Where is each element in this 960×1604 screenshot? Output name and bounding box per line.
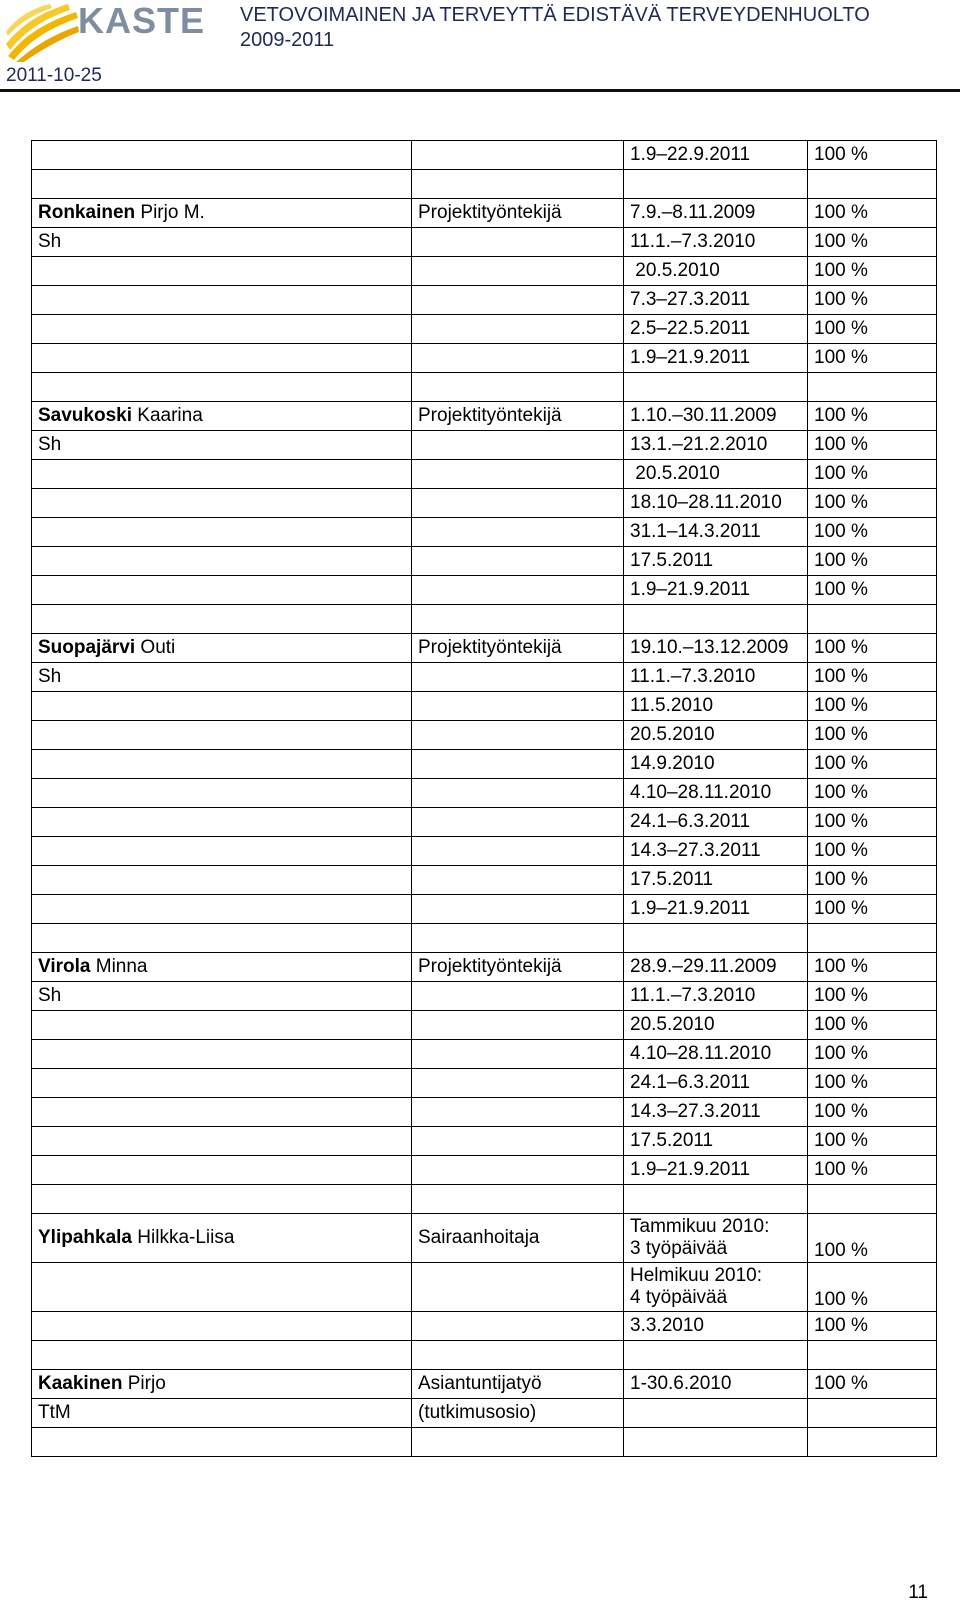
name-cell [32,286,412,315]
role-cell [412,692,624,721]
table-row [32,460,937,489]
name-cell [32,489,412,518]
name-cell [32,228,412,257]
table-row [32,315,937,344]
given-name: Hilkka-Liisa [132,1227,235,1248]
name-cell [32,1341,412,1370]
period-text: 14.3–27.3.2011 [630,1101,761,1122]
name-cell [32,170,412,199]
given-name: Outi [135,637,176,658]
period-text: Helmikuu 2010: [630,1265,763,1286]
role-cell [412,895,624,924]
period-text: 20.5.2010 [630,260,720,281]
name-cell [32,605,412,634]
period-text: 19.10.–13.12.2009 [630,637,789,658]
name-cell [32,1127,412,1156]
table-row [32,141,937,170]
table-row [32,837,937,866]
period-cell [624,286,808,315]
percent-cell: 100 % [808,1040,937,1069]
surname: Savukoski [38,405,132,426]
period-cell [624,924,808,953]
name-cell [32,895,412,924]
period-text: 7.3–27.3.2011 [630,289,751,310]
period-cell [624,895,808,924]
name-cell [32,721,412,750]
role-cell [412,663,624,692]
name-cell [32,141,412,170]
percent-cell: 100 % [808,1312,937,1341]
period-cell [624,489,808,518]
period-text: 1.9–21.9.2011 [630,1159,751,1180]
period-cell [624,1312,808,1341]
period-cell [624,721,808,750]
table-row [32,1399,937,1428]
period-cell [624,170,808,199]
role-cell [412,170,624,199]
period-text: 14.3–27.3.2011 [630,840,761,861]
name-cell [32,1214,412,1263]
period-cell [624,779,808,808]
period-text: 4.10–28.11.2010 [630,782,772,803]
period-text: 4.10–28.11.2010 [630,1043,772,1064]
name-cell [32,1312,412,1341]
role-cell [412,1156,624,1185]
period-cell [624,1098,808,1127]
percent-cell: 100 % [808,953,937,982]
percent-cell: 100 % [808,141,937,170]
page-number: 11 [908,1582,928,1603]
percent-cell: 100 % [808,576,937,605]
table-row [32,286,937,315]
role-cell [412,1428,624,1457]
period-cell [624,1156,808,1185]
percent-cell: 100 % [808,489,937,518]
period-cell [624,141,808,170]
period-cell [624,1370,808,1399]
period-cell [624,315,808,344]
given-name: TtM [38,1402,71,1423]
table-row [32,982,937,1011]
percent-cell [808,924,937,953]
period-cell [624,1214,808,1263]
period-text: 1.9–21.9.2011 [630,898,751,919]
period-cell [624,663,808,692]
table-row [32,953,937,982]
role-cell: Projektityöntekijä [412,634,624,663]
name-cell [32,692,412,721]
name-cell [32,1185,412,1214]
percent-cell [808,373,937,402]
percent-cell: 100 % [808,895,937,924]
role-cell [412,1341,624,1370]
table-row [32,373,937,402]
period-cell [624,1263,808,1312]
name-cell [32,837,412,866]
period-cell [624,1011,808,1040]
period-text: 1.9–21.9.2011 [630,579,751,600]
period-text: 13.1.–21.2.2010 [630,434,768,455]
table-row [32,1156,937,1185]
role-cell [412,489,624,518]
percent-cell: 100 % [808,547,937,576]
given-name: Pirjo [122,1373,166,1394]
period-cell [624,518,808,547]
percent-cell: 100 % [808,1214,937,1263]
period-cell [624,605,808,634]
given-name: Kaarina [132,405,203,426]
staff-table-body [32,141,937,1457]
name-cell [32,924,412,953]
name-cell [32,576,412,605]
percent-cell [808,605,937,634]
name-cell [32,1370,412,1399]
name-cell [32,1098,412,1127]
period-text: 20.5.2010 [630,1014,715,1035]
period-text: 11.1.–7.3.2010 [630,666,756,687]
period-cell [624,1399,808,1428]
percent-cell: 100 % [808,1156,937,1185]
document-years: 2009-2011 [240,29,335,51]
percent-cell: 100 % [808,808,937,837]
period-cell [624,982,808,1011]
role-cell: Asiantuntijatyö [412,1370,624,1399]
table-row [32,634,937,663]
percent-cell: 100 % [808,518,937,547]
name-cell [32,663,412,692]
period-cell [624,634,808,663]
role-cell [412,141,624,170]
table-row [32,489,937,518]
role-cell [412,547,624,576]
name-cell [32,1156,412,1185]
role-cell [412,228,624,257]
period-text: 1.10.–30.11.2009 [630,405,777,426]
table-row [32,431,937,460]
name-cell [32,344,412,373]
percent-cell: 100 % [808,286,937,315]
role-cell: Sairaanhoitaja [412,1214,624,1263]
role-cell [412,1040,624,1069]
percent-cell: 100 % [808,431,937,460]
period-text-line2: 3 työpäivää [630,1238,728,1259]
table-row [32,547,937,576]
name-cell [32,866,412,895]
role-cell [412,924,624,953]
name-cell [32,779,412,808]
table-row [32,576,937,605]
name-cell [32,547,412,576]
name-cell [32,808,412,837]
period-text: 1.9–22.9.2011 [630,144,751,165]
name-cell [32,1399,412,1428]
percent-cell [808,1428,937,1457]
table-row [32,1263,937,1312]
period-cell [624,228,808,257]
name-cell [32,982,412,1011]
table-row [32,1370,937,1399]
role-cell: Projektityöntekijä [412,402,624,431]
period-text: 17.5.2011 [630,550,714,571]
sun-icon [6,4,79,62]
name-cell [32,1428,412,1457]
name-cell [32,1263,412,1312]
name-cell [32,373,412,402]
percent-cell: 100 % [808,982,937,1011]
page-header [0,0,960,96]
period-cell [624,1185,808,1214]
table-row [32,402,937,431]
period-text: Tammikuu 2010: [630,1216,770,1237]
name-cell [32,199,412,228]
period-text: 11.1.–7.3.2010 [630,231,756,252]
table-row [32,1098,937,1127]
period-cell [624,460,808,489]
table-row [32,257,937,286]
table-row [32,1428,937,1457]
role-cell [412,808,624,837]
period-text: 24.1–6.3.2011 [630,811,751,832]
percent-cell: 100 % [808,692,937,721]
percent-cell: 100 % [808,721,937,750]
period-cell [624,402,808,431]
table-row [32,924,937,953]
percent-cell: 100 % [808,402,937,431]
name-cell [32,402,412,431]
name-cell [32,750,412,779]
period-text: 31.1–14.3.2011 [630,521,761,542]
percent-cell [808,1185,937,1214]
table-row [32,808,937,837]
given-name: Pirjo M. [135,202,205,223]
period-cell [624,953,808,982]
given-name: Sh [38,666,62,687]
table-row [32,1011,937,1040]
period-text: 18.10–28.11.2010 [630,492,782,513]
role-cell [412,315,624,344]
percent-cell: 100 % [808,1069,937,1098]
period-cell [624,1428,808,1457]
period-cell [624,1069,808,1098]
name-cell [32,634,412,663]
name-cell [32,953,412,982]
percent-cell: 100 % [808,1127,937,1156]
role-cell [412,721,624,750]
period-text: 1-30.6.2010 [630,1373,732,1394]
period-text: 14.9.2010 [630,753,715,774]
percent-cell: 100 % [808,460,937,489]
period-text-line2: 4 työpäivää [630,1287,728,1308]
period-cell [624,1040,808,1069]
table-row [32,1127,937,1156]
table-row [32,1312,937,1341]
surname: Virola [38,956,91,977]
role-cell [412,460,624,489]
period-cell [624,1127,808,1156]
table-row [32,1069,937,1098]
table-row [32,663,937,692]
table-row [32,1040,937,1069]
role-cell [412,779,624,808]
role-cell [412,373,624,402]
name-cell [32,315,412,344]
table-row [32,1214,937,1263]
role-cell [412,1069,624,1098]
period-text: 20.5.2010 [630,463,720,484]
role-cell [412,837,624,866]
given-name: Sh [38,231,62,252]
percent-cell [808,170,937,199]
given-name: Minna [90,956,148,977]
role-cell [412,1185,624,1214]
role-cell [412,431,624,460]
period-cell [624,199,808,228]
period-text: 11.1.–7.3.2010 [630,985,756,1006]
logo-wordmark: KASTE [78,0,206,41]
name-cell [32,1040,412,1069]
percent-cell: 100 % [808,199,937,228]
document-title: VETOVOIMAINEN JA TERVEYTTÄ EDISTÄVÄ TERVEYDENHUOLTO [240,4,870,26]
table-row [32,779,937,808]
percent-cell: 100 % [808,315,937,344]
table-row [32,750,937,779]
header-divider [0,89,960,92]
role-cell: Projektityöntekijä [412,953,624,982]
period-text: 3.3.2010 [630,1315,704,1336]
percent-cell: 100 % [808,779,937,808]
table-row [32,605,937,634]
table-row [32,692,937,721]
role-cell [412,1127,624,1156]
percent-cell: 100 % [808,228,937,257]
name-cell [32,1011,412,1040]
given-name: Sh [38,434,62,455]
percent-cell: 100 % [808,1370,937,1399]
period-text: 20.5.2010 [630,724,715,745]
surname: Ylipahkala [38,1227,132,1248]
period-text: 11.5.2010 [630,695,714,716]
percent-cell: 100 % [808,1098,937,1127]
staff-table [31,140,937,1457]
table-row [32,1341,937,1370]
name-cell [32,518,412,547]
role-cell [412,1011,624,1040]
period-text: 17.5.2011 [630,869,714,890]
period-text: 17.5.2011 [630,1130,714,1151]
table-row [32,199,937,228]
period-text: 1.9–21.9.2011 [630,347,751,368]
table-row [32,721,937,750]
given-name: Sh [38,985,62,1006]
surname: Ronkainen [38,202,136,223]
percent-cell: 100 % [808,1011,937,1040]
role-cell [412,286,624,315]
percent-cell [808,1341,937,1370]
period-cell [624,808,808,837]
role-cell [412,1263,624,1312]
role-cell [412,605,624,634]
document-date: 2011-10-25 [6,65,102,86]
percent-cell: 100 % [808,634,937,663]
name-cell [32,460,412,489]
percent-cell: 100 % [808,866,937,895]
percent-cell: 100 % [808,750,937,779]
table-row [32,344,937,373]
period-text: 2.5–22.5.2011 [630,318,751,339]
role-cell [412,866,624,895]
period-cell [624,692,808,721]
role-cell: (tutkimusosio) [412,1399,624,1428]
role-cell [412,1312,624,1341]
percent-cell: 100 % [808,344,937,373]
period-cell [624,866,808,895]
surname: Suopajärvi [38,637,136,658]
role-cell [412,257,624,286]
period-cell [624,750,808,779]
percent-cell [808,1399,937,1428]
period-text: 28.9.–29.11.2009 [630,956,777,977]
table-row [32,228,937,257]
name-cell [32,431,412,460]
name-cell [32,1069,412,1098]
table-row [32,1185,937,1214]
period-cell [624,373,808,402]
role-cell: Projektityöntekijä [412,199,624,228]
percent-cell: 100 % [808,1263,937,1312]
table-row [32,170,937,199]
period-cell [624,547,808,576]
percent-cell: 100 % [808,663,937,692]
role-cell [412,982,624,1011]
table-row [32,518,937,547]
percent-cell: 100 % [808,257,937,286]
surname: Kaakinen [38,1373,123,1394]
period-text: 24.1–6.3.2011 [630,1072,751,1093]
period-text: 7.9.–8.11.2009 [630,202,756,223]
table-row [32,895,937,924]
period-cell [624,837,808,866]
role-cell [412,1098,624,1127]
name-cell [32,257,412,286]
percent-cell: 100 % [808,837,937,866]
period-cell [624,1341,808,1370]
role-cell [412,344,624,373]
period-cell [624,344,808,373]
period-cell [624,576,808,605]
period-cell [624,257,808,286]
role-cell [412,576,624,605]
period-cell [624,431,808,460]
role-cell [412,518,624,547]
table-row [32,866,937,895]
role-cell [412,750,624,779]
